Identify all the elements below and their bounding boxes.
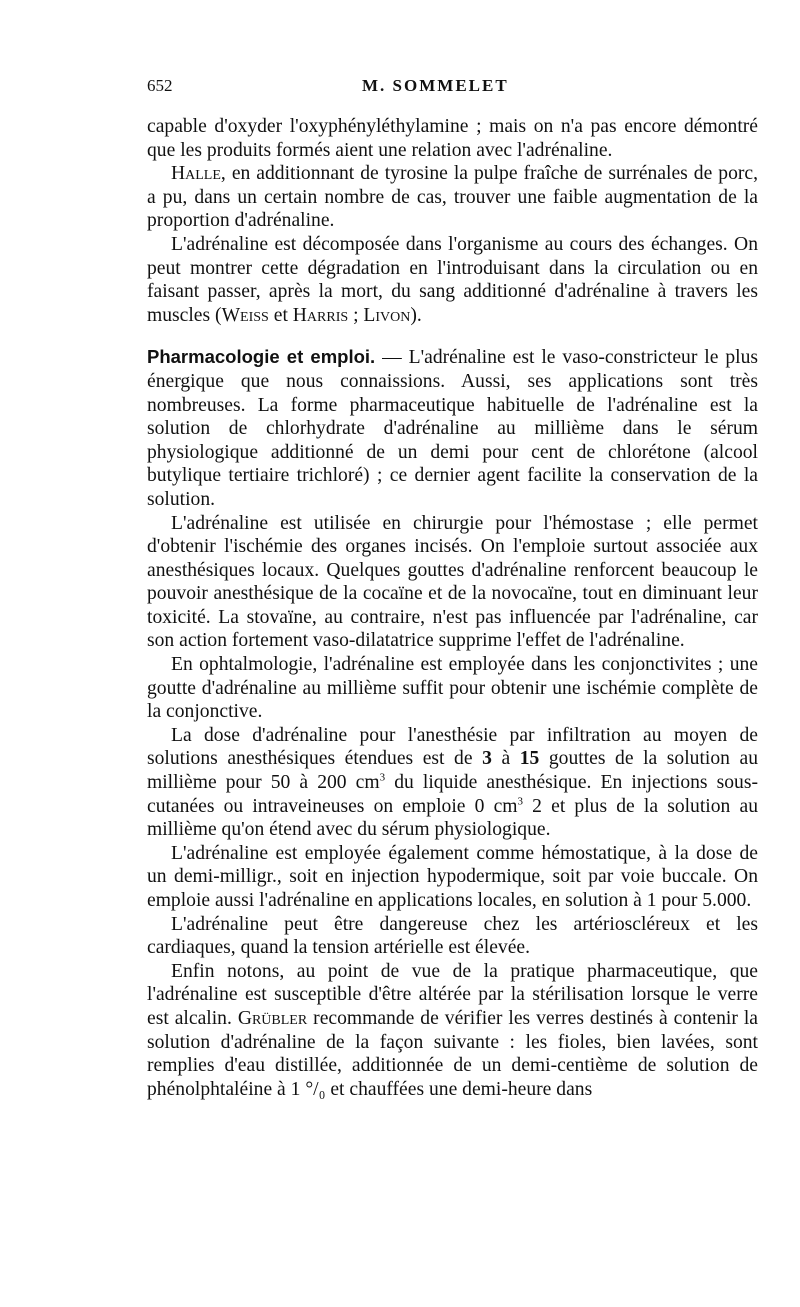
paragraph-3 bbox=[147, 233, 758, 327]
paragraph-9 bbox=[147, 913, 758, 960]
paragraph-6 bbox=[147, 653, 758, 724]
paragraph-3-text-a: L'adrénaline est décomposée dans l'organisme au cours des échanges. On peut montrer cette dégradation en l'introduisant dans la circulation ou en faisant passer, après la mort, du sang additionné d'adrénaline à travers les muscles ( bbox=[147, 233, 758, 326]
dose-max: 15 bbox=[519, 748, 540, 770]
author-livon: Livon bbox=[363, 304, 411, 326]
author-harris: Harris bbox=[292, 304, 349, 326]
paragraph-2-text: , en additionnant de tyrosine la pulpe fraîche de surrénales de porc, a pu, dans un certain nombre de cas, trouver une faible augmentation de la proportion d'adrénaline. bbox=[147, 163, 758, 232]
author-halle: Halle bbox=[171, 163, 221, 185]
superscript-cube-2: 3 bbox=[517, 795, 524, 808]
paragraph-2 bbox=[147, 162, 758, 233]
paragraph-7-text-d: du liquide anesthésique. En injections sous-cutanées ou intraveineuses on emploie 0 cm bbox=[147, 772, 758, 817]
paragraph-7-text-e: 2 et plus de la solution au millième qu'on étend avec du sérum physiologique. bbox=[147, 795, 758, 841]
paragraph-4-text: — L'adrénaline est le vaso-constricteur le plus énergique que nous connaissions. Aussi, ses applications sont très nombreuses. La forme pharmaceutique habituelle de l'adrénaline est la solution de chlorhydrate d'adrénaline au millième dans le sérum physiologique additionné de un demi pour cent de chlorétone (alcool butylique tertiaire trichloré) ; ce dernier agent facilite la conservation de la solution. bbox=[147, 347, 759, 510]
running-title: M. SOMMELET bbox=[362, 76, 509, 95]
page-number: 652 bbox=[147, 76, 173, 95]
paragraph-7-text-c: gouttes de la solution au millième pour 50 à 200 cm bbox=[147, 748, 758, 794]
paragraph-10 bbox=[147, 960, 758, 1102]
paragraph-9-text: L'adrénaline peut être dangereuse chez les artérioscléreux et les cardiaques, quand la tension artérielle est élevée. bbox=[147, 913, 758, 959]
author-weiss: Weiss bbox=[221, 304, 269, 326]
body-text bbox=[147, 115, 758, 1101]
paragraph-5 bbox=[147, 512, 758, 654]
paragraph-7-text-b: à bbox=[491, 748, 520, 770]
superscript-cube-1: 3 bbox=[379, 771, 386, 784]
paragraph-8-text: L'adrénaline est employée également comme hémostatique, à la dose de un demi-milligr., soit en injection hypodermique, soit par voie buccale. On emploie aussi l'adrénaline en applications locales, en solution à 1 pour 5.000. bbox=[147, 842, 758, 911]
paragraph-3-text-d: ). bbox=[410, 304, 422, 326]
paragraph-7 bbox=[147, 724, 758, 842]
paragraph-1 bbox=[147, 115, 758, 162]
paragraph-5-text: L'adrénaline est utilisée en chirurgie pour l'hémostase ; elle permet d'obtenir l'ischémie des organes incisés. On l'emploie surtout associée aux anesthésiques locaux. Quelques gouttes d'adrénaline renforcent beaucoup le pouvoir anesthésique de la cocaïne et de la novocaïne, tout en diminuant leur toxicité. La stovaïne, au contraire, n'est pas influencée par l'adrénaline, car son action fortement vaso-dilatatrice supprime l'effet de l'adrénaline. bbox=[147, 512, 758, 652]
paragraph-10-text-a: Enfin notons, au point de vue de la pratique pharmaceutique, que l'adrénaline est susceptible d'être altérée par la stérilisation lorsque le verre est alcalin. bbox=[147, 960, 758, 1029]
paragraph-1-text: capable d'oxyder l'oxyphényléthylamine ; mais on n'a pas encore démontré que les produits formés aient une relation avec l'adrénaline. bbox=[147, 116, 758, 161]
page-header bbox=[147, 76, 757, 100]
paragraph-6-text: En ophtalmologie, l'adrénaline est employée dans les conjonctivites ; une goutte d'adrénaline au millième suffit pour obtenir une ischémie complète de la conjonctive. bbox=[147, 654, 758, 723]
paragraph-8 bbox=[147, 842, 758, 913]
paragraph-10-text-b: recommande de vérifier les verres destinés à contenir la solution d'adrénaline de la façon suivante : les fioles, bien lavées, sont remplies d'eau distillée, additionnée de un demi-centième de solution de phénolphtaléine à 1 °/₀ et chauffées une demi-heure dans bbox=[147, 1007, 758, 1100]
paragraph-7-text-a: La dose d'adrénaline pour l'anesthésie par infiltration au moyen de solutions anesthésiques étendues est de bbox=[147, 724, 758, 770]
paragraph-3-text-c: ; bbox=[348, 304, 364, 326]
dose-min: 3 bbox=[482, 748, 492, 770]
paragraph-4 bbox=[147, 345, 758, 511]
author-grubler: Grübler bbox=[237, 1007, 308, 1029]
section-heading: Pharmacologie et emploi. bbox=[147, 346, 376, 368]
paragraph-3-text-b: et bbox=[268, 304, 293, 326]
